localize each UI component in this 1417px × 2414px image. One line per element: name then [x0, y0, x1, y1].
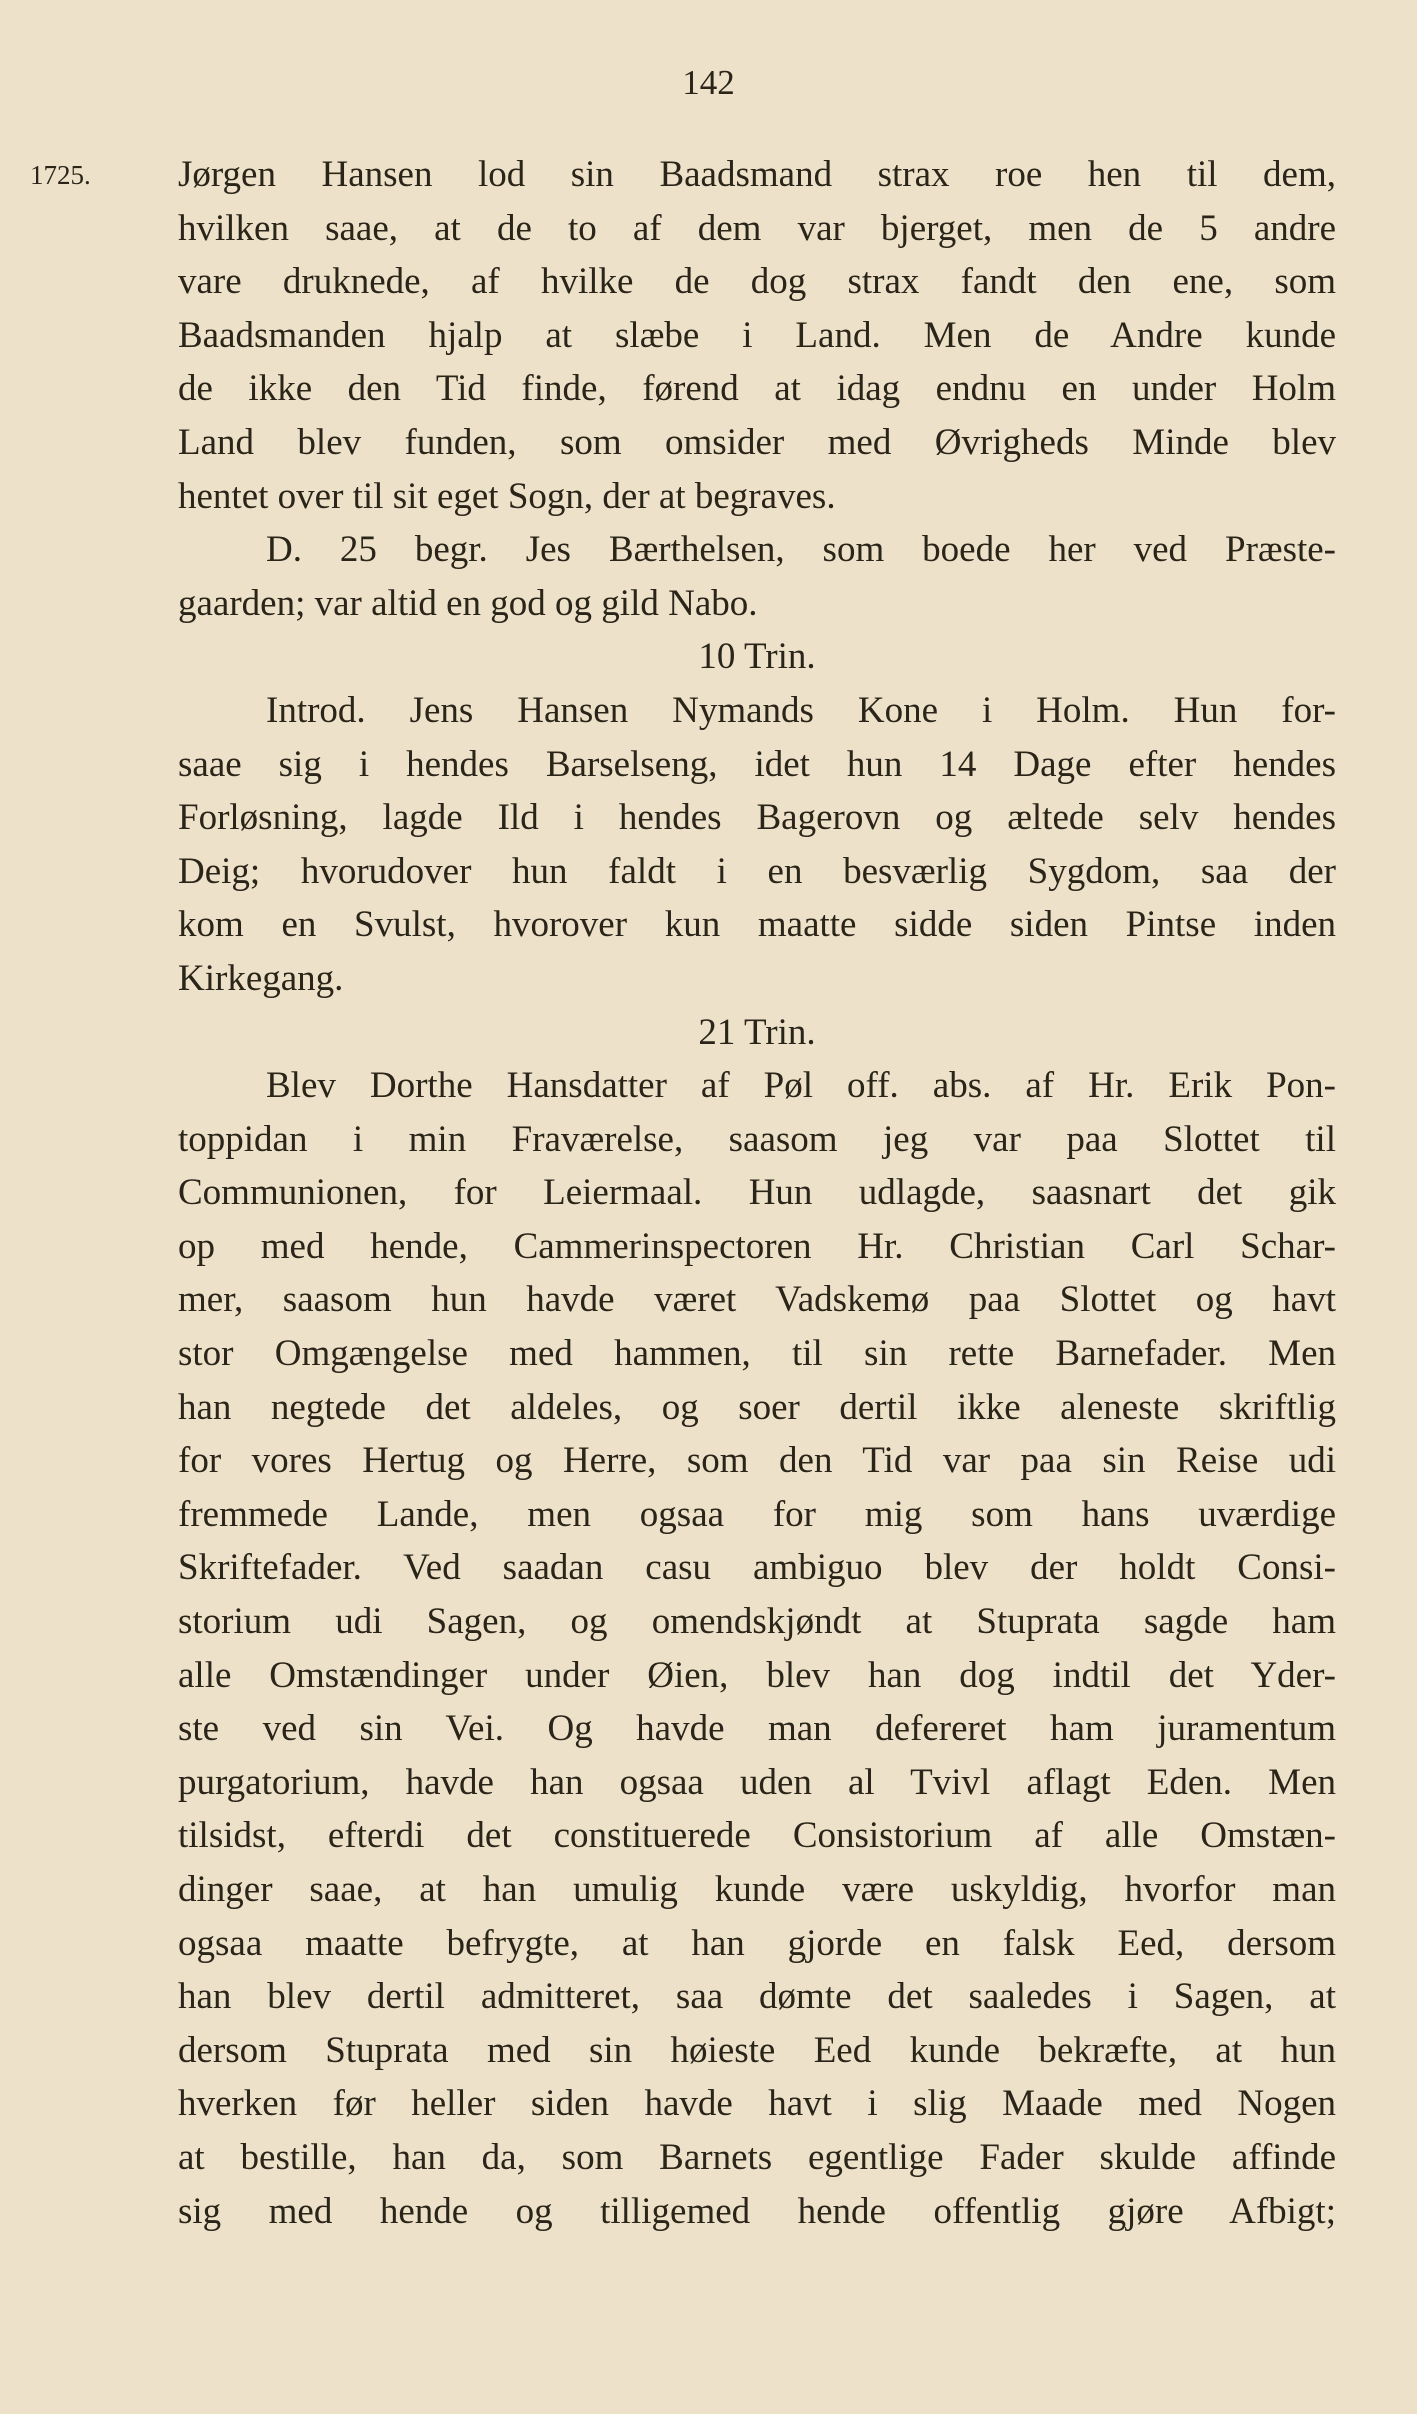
text-line: purgatorium, havde han ogsaa uden al Tvivl aflagt Eden. Men [178, 1761, 1336, 1803]
text-line: mer, saasom hun havde været Vadskemø paa Slottet og havt [178, 1279, 1336, 1321]
section-heading: 10 Trin. [698, 636, 816, 678]
text-line: tilsidst, efterdi det constituerede Consistorium af alle Omstæn- [178, 1815, 1336, 1857]
text-line: vare druknede, af hvilke de dog strax fandt den ene, som [178, 261, 1336, 303]
text-line: gaarden; var altid en god og gild Nabo. [178, 582, 758, 624]
text-line: Deig; hvorudover hun faldt i en besværlig Sygdom, saa der [178, 850, 1336, 892]
text-line: Jørgen Hansen lod sin Baadsmand strax roe hen til dem, [178, 154, 1336, 195]
text-line: kom en Svulst, hvorover kun maatte sidde siden Pintse inden [178, 904, 1336, 946]
text-line: Communionen, for Leiermaal. Hun udlagde, saasnart det gik [178, 1172, 1336, 1214]
text-line: sig med hende og tilligemed hende offentlig gjøre Afbigt; [178, 2190, 1336, 2232]
section-heading: 21 Trin. [698, 1011, 816, 1053]
text-line: han negtede det aldeles, og soer dertil ikke aleneste skriftlig [178, 1386, 1336, 1428]
text-line: han blev dertil admitteret, saa dømte det saaledes i Sagen, at [178, 1976, 1336, 2018]
text-line: ogsaa maatte befrygte, at han gjorde en falsk Eed, dersom [178, 1922, 1336, 1964]
margin-year: 1725. [30, 160, 91, 190]
text-line: op med hende, Cammerinspectoren Hr. Christian Carl Schar- [178, 1225, 1336, 1267]
text-line: Baadsmanden hjalp at slæbe i Land. Men de Andre kunde [178, 314, 1336, 356]
text-line: dersom Stuprata med sin høieste Eed kunde bekræfte, at hun [178, 2029, 1336, 2071]
page-number: 142 [682, 63, 735, 102]
text-line: fremmede Lande, men ogsaa for mig som hans uværdige [178, 1493, 1336, 1535]
text-line: alle Omstændinger under Øien, blev han dog indtil det Yder- [178, 1654, 1336, 1696]
text-line: Land blev funden, som omsider med Øvrigheds Minde blev [178, 421, 1336, 463]
text-line: Introd. Jens Hansen Nymands Kone i Holm. Hun for- [266, 689, 1336, 731]
text-line: hvilken saae, at de to af dem var bjerget, men de 5 andre [178, 207, 1336, 249]
text-line: dinger saae, at han umulig kunde være uskyldig, hvorfor man [178, 1869, 1336, 1910]
text-line: Forløsning, lagde Ild i hendes Bagerovn og æltede selv hendes [178, 797, 1336, 839]
text-line: Skriftefader. Ved saadan casu ambiguo blev der holdt Consi- [178, 1547, 1336, 1589]
text-line: Blev Dorthe Hansdatter af Pøl off. abs. af Hr. Erik Pon- [266, 1065, 1336, 1107]
text-line: ste ved sin Vei. Og havde man defereret ham juramentum [178, 1708, 1336, 1750]
text-line: for vores Hertug og Herre, som den Tid var paa sin Reise udi [178, 1440, 1336, 1482]
text-line: toppidan i min Fraværelse, saasom jeg var paa Slottet til [178, 1118, 1336, 1160]
text-line: hverken før heller siden havde havt i slig Maade med Nogen [178, 2083, 1336, 2125]
text-line: stor Omgængelse med hammen, til sin rette Barnefader. Men [178, 1333, 1336, 1375]
text-line: hentet over til sit eget Sogn, der at begraves. [178, 475, 836, 517]
text-line: at bestille, han da, som Barnets egentlige Fader skulde affinde [178, 2136, 1336, 2178]
body-text [178, 148, 1336, 2238]
text-line: saae sig i hendes Barselseng, idet hun 14 Dage efter hendes [178, 743, 1336, 785]
text-line: storium udi Sagen, og omendskjøndt at Stuprata sagde ham [178, 1601, 1336, 1643]
text-line: Kirkegang. [178, 957, 344, 999]
text-line: D. 25 begr. Jes Bærthelsen, som boede her ved Præste- [266, 529, 1336, 571]
text-line: de ikke den Tid finde, førend at idag endnu en under Holm [178, 368, 1336, 410]
